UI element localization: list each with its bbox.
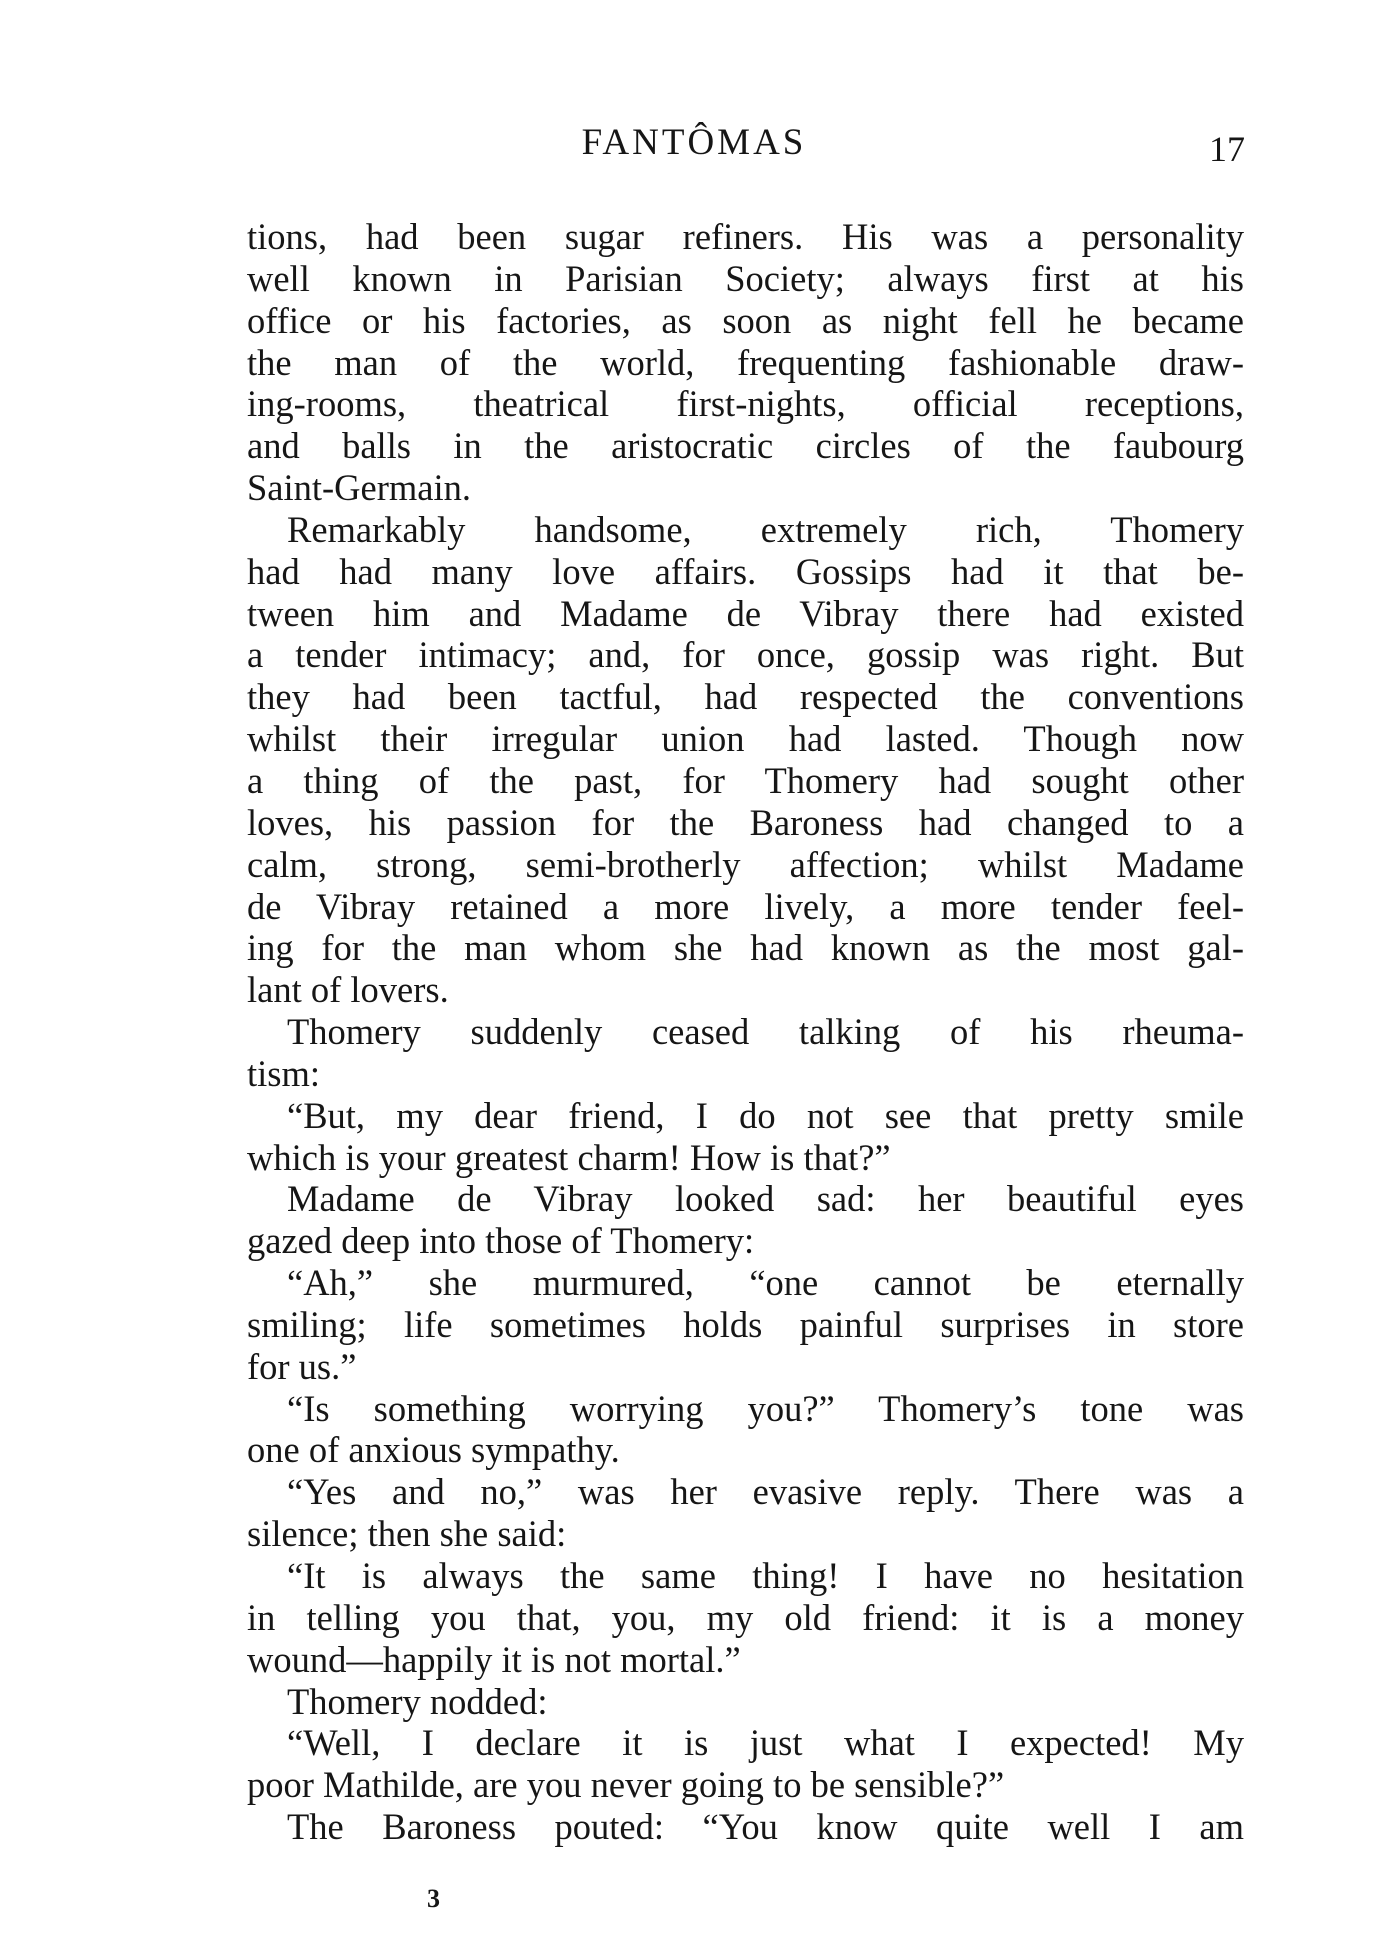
text-line: Saint-Germain. (247, 467, 472, 509)
text-line: Remarkably handsome, extremely rich, Thomery (287, 508, 1244, 550)
text-line: smiling; life sometimes holds painful surprises in store (247, 1303, 1244, 1345)
text-line: “It is always the same thing! I have no hesitation (287, 1555, 1244, 1596)
text-line: Thomery suddenly ceased talking of his rheuma- (287, 1011, 1244, 1053)
body-text (247, 216, 1244, 1848)
text-line: the man of the world, frequenting fashionable draw- (247, 341, 1244, 383)
text-line: ing for the man whom she had known as the most gal- (247, 927, 1244, 969)
text-line: wound—happily it is not mortal.” (247, 1638, 741, 1680)
text-line: one of anxious sympathy. (247, 1429, 620, 1471)
text-line: Madame de Vibray looked sad: her beautiful eyes (287, 1178, 1244, 1220)
text-line: The Baroness pouted: “You know quite well I am (287, 1806, 1244, 1848)
text-line: tions, had been sugar refiners. His was a personality (247, 216, 1244, 257)
text-line: office or his factories, as soon as night fell he became (247, 299, 1244, 341)
text-line: had had many love affairs. Gossips had it that be- (247, 550, 1244, 592)
text-line: “Is something worrying you?” Thomery’s tone was (287, 1387, 1244, 1429)
text-line: well known in Parisian Society; always first at his (247, 257, 1244, 299)
text-line: and balls in the aristocratic circles of the faubourg (247, 425, 1244, 467)
text-line: “But, my dear friend, I do not see that pretty smile (287, 1094, 1244, 1136)
text-line: calm, strong, semi-brotherly affection; whilst Madame (247, 843, 1244, 885)
text-line: for us.” (247, 1345, 357, 1387)
text-line: lant of lovers. (247, 969, 449, 1011)
running-header-title: FANTÔMAS (581, 122, 807, 163)
text-line: they had been tactful, had respected the conventions (247, 676, 1244, 718)
signature-mark: 3 (427, 1884, 440, 1913)
text-line: a thing of the past, for Thomery had sought other (247, 759, 1244, 801)
text-line: de Vibray retained a more lively, a more tender feel- (247, 885, 1244, 927)
text-line: “Ah,” she murmured, “one cannot be eternally (287, 1262, 1244, 1304)
text-line: a tender intimacy; and, for once, gossip was right. But (247, 634, 1244, 676)
text-line: poor Mathilde, are you never going to be sensible?” (247, 1764, 1005, 1806)
text-line: whilst their irregular union had lasted. Though now (247, 718, 1244, 760)
text-line: “Well, I declare it is just what I expected! My (287, 1722, 1244, 1764)
text-line: gazed deep into those of Thomery: (247, 1220, 755, 1262)
text-line: ing-rooms, theatrical first-nights, official receptions, (247, 383, 1244, 425)
text-line: which is your greatest charm! How is that?” (247, 1136, 891, 1178)
text-line: “Yes and no,” was her evasive reply. There was a (287, 1471, 1244, 1513)
text-line: in telling you that, you, my old friend: it is a money (247, 1596, 1244, 1638)
page-number: 17 (1209, 129, 1245, 169)
text-line: tism: (247, 1052, 321, 1094)
text-line: tween him and Madame de Vibray there had existed (247, 592, 1244, 634)
text-line: loves, his passion for the Baroness had changed to a (247, 801, 1244, 843)
text-line: Thomery nodded: (287, 1680, 548, 1722)
text-line: silence; then she said: (247, 1513, 567, 1555)
